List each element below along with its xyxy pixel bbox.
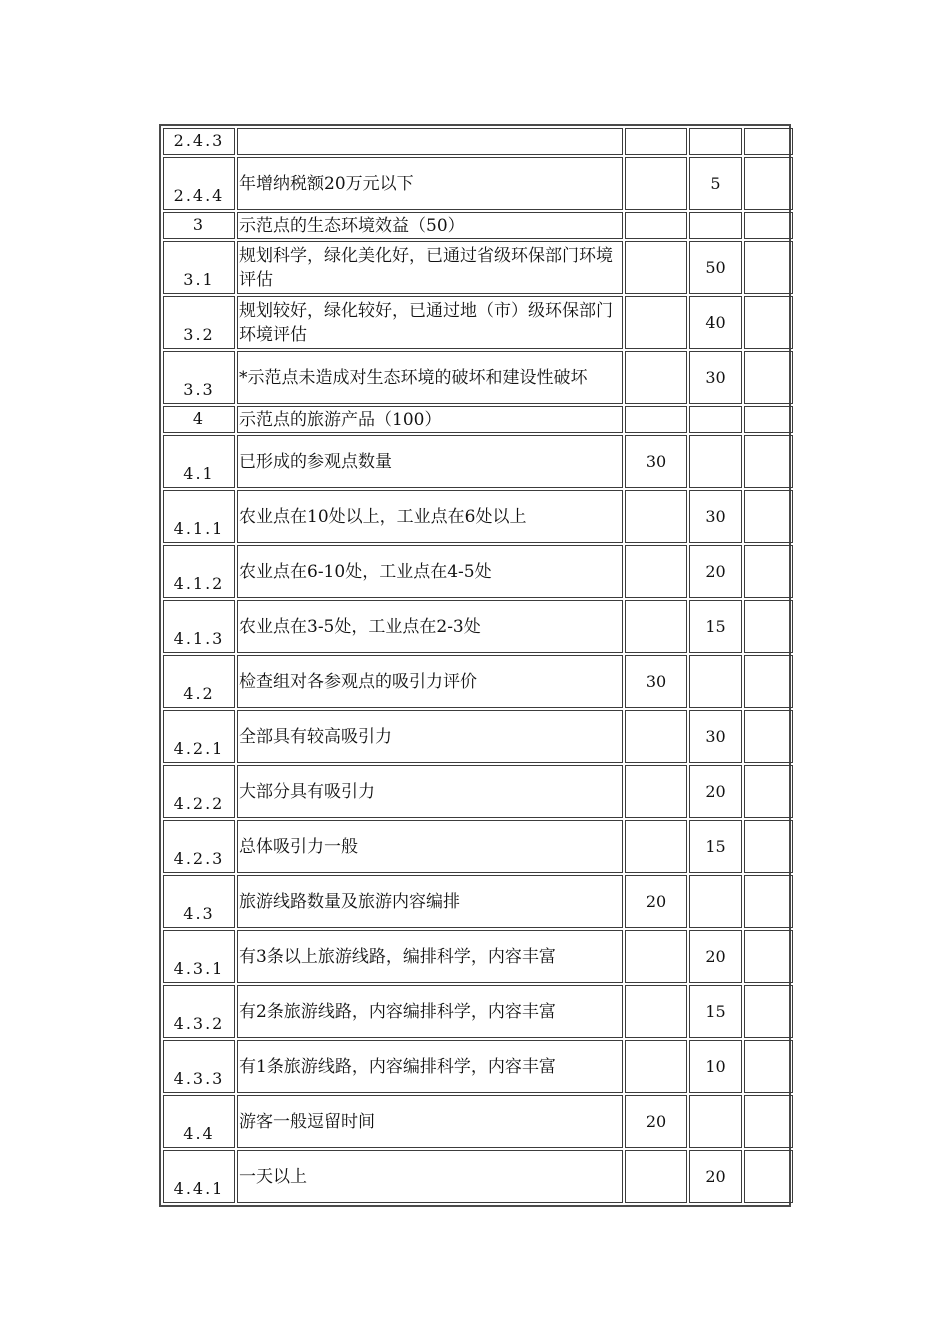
row-item: 总体吸引力一般 <box>237 820 623 873</box>
table-row <box>163 1095 793 1148</box>
table-row <box>163 128 793 155</box>
row-extra <box>744 765 793 818</box>
row-code: 4.2.2 <box>163 765 235 818</box>
scoring-table-frame <box>159 124 791 1207</box>
table-row <box>163 435 793 488</box>
row-weight <box>625 296 687 349</box>
row-code: 3.3 <box>163 351 235 404</box>
row-item: 年增纳税额20万元以下 <box>237 157 623 210</box>
row-item: 大部分具有吸引力 <box>237 765 623 818</box>
row-score <box>689 875 742 928</box>
row-item: *示范点未造成对生态环境的破坏和建设性破坏 <box>237 351 623 404</box>
row-score: 15 <box>689 600 742 653</box>
row-weight: 30 <box>625 435 687 488</box>
table-row <box>163 1040 793 1093</box>
row-score: 20 <box>689 1150 742 1203</box>
row-extra <box>744 406 793 433</box>
scoring-table <box>161 126 795 1205</box>
row-code: 4.1 <box>163 435 235 488</box>
row-weight <box>625 710 687 763</box>
row-code: 2.4.3 <box>163 128 235 155</box>
row-item: 规划科学，绿化美化好，已通过省级环保部门环境评估 <box>237 241 623 294</box>
row-score: 10 <box>689 1040 742 1093</box>
row-weight: 20 <box>625 875 687 928</box>
row-score <box>689 406 742 433</box>
row-extra <box>744 212 793 239</box>
row-extra <box>744 435 793 488</box>
table-row <box>163 241 793 294</box>
row-extra <box>744 655 793 708</box>
row-weight <box>625 128 687 155</box>
row-score <box>689 435 742 488</box>
row-code: 4.4 <box>163 1095 235 1148</box>
table-row <box>163 600 793 653</box>
row-weight <box>625 930 687 983</box>
table-row <box>163 157 793 210</box>
row-item: 农业点在10处以上，工业点在6处以上 <box>237 490 623 543</box>
row-code: 4.3.2 <box>163 985 235 1038</box>
row-extra <box>744 1040 793 1093</box>
row-weight <box>625 406 687 433</box>
row-score: 30 <box>689 351 742 404</box>
row-code: 4.1.2 <box>163 545 235 598</box>
row-weight <box>625 985 687 1038</box>
row-weight <box>625 1040 687 1093</box>
row-score: 30 <box>689 710 742 763</box>
row-item: 全部具有较高吸引力 <box>237 710 623 763</box>
row-score: 20 <box>689 765 742 818</box>
row-score <box>689 128 742 155</box>
row-item <box>237 128 623 155</box>
row-score: 15 <box>689 820 742 873</box>
row-item: 农业点在3-5处，工业点在2-3处 <box>237 600 623 653</box>
row-score: 15 <box>689 985 742 1038</box>
table-row <box>163 655 793 708</box>
table-row <box>163 985 793 1038</box>
row-extra <box>744 600 793 653</box>
scoring-table-body <box>163 128 793 1203</box>
row-item: 有3条以上旅游线路，编排科学，内容丰富 <box>237 930 623 983</box>
row-weight <box>625 351 687 404</box>
row-item: 已形成的参观点数量 <box>237 435 623 488</box>
row-item: 检查组对各参观点的吸引力评价 <box>237 655 623 708</box>
row-score: 50 <box>689 241 742 294</box>
row-weight <box>625 600 687 653</box>
row-extra <box>744 930 793 983</box>
row-code: 4.2.3 <box>163 820 235 873</box>
row-weight: 20 <box>625 1095 687 1148</box>
row-extra <box>744 241 793 294</box>
row-score: 20 <box>689 545 742 598</box>
table-row <box>163 351 793 404</box>
row-code: 4.4.1 <box>163 1150 235 1203</box>
row-code: 4.2 <box>163 655 235 708</box>
row-score: 5 <box>689 157 742 210</box>
row-weight <box>625 490 687 543</box>
row-item: 示范点的生态环境效益（50） <box>237 212 623 239</box>
row-extra <box>744 820 793 873</box>
table-row <box>163 875 793 928</box>
row-score <box>689 212 742 239</box>
row-weight <box>625 1150 687 1203</box>
row-weight <box>625 765 687 818</box>
row-code: 4.1.1 <box>163 490 235 543</box>
row-score: 30 <box>689 490 742 543</box>
table-row <box>163 1150 793 1203</box>
row-weight <box>625 212 687 239</box>
row-code: 4.3 <box>163 875 235 928</box>
table-row <box>163 820 793 873</box>
row-code: 3.2 <box>163 296 235 349</box>
row-extra <box>744 296 793 349</box>
table-row <box>163 406 793 433</box>
row-weight <box>625 820 687 873</box>
row-item: 示范点的旅游产品（100） <box>237 406 623 433</box>
row-item: 农业点在6-10处，工业点在4-5处 <box>237 545 623 598</box>
table-row <box>163 710 793 763</box>
row-extra <box>744 985 793 1038</box>
row-extra <box>744 875 793 928</box>
row-weight <box>625 545 687 598</box>
row-weight: 30 <box>625 655 687 708</box>
row-item: 有1条旅游线路，内容编排科学，内容丰富 <box>237 1040 623 1093</box>
row-score: 40 <box>689 296 742 349</box>
row-extra <box>744 128 793 155</box>
row-weight <box>625 241 687 294</box>
row-extra <box>744 545 793 598</box>
row-extra <box>744 710 793 763</box>
row-code: 4 <box>163 406 235 433</box>
row-code: 4.2.1 <box>163 710 235 763</box>
table-row <box>163 296 793 349</box>
row-extra <box>744 1095 793 1148</box>
row-item: 有2条旅游线路，内容编排科学，内容丰富 <box>237 985 623 1038</box>
table-row <box>163 490 793 543</box>
row-extra <box>744 157 793 210</box>
row-weight <box>625 157 687 210</box>
row-extra <box>744 490 793 543</box>
row-code: 4.1.3 <box>163 600 235 653</box>
row-code: 4.3.3 <box>163 1040 235 1093</box>
row-extra <box>744 351 793 404</box>
row-item: 一天以上 <box>237 1150 623 1203</box>
row-score: 20 <box>689 930 742 983</box>
row-extra <box>744 1150 793 1203</box>
table-row <box>163 765 793 818</box>
table-row <box>163 545 793 598</box>
table-row <box>163 212 793 239</box>
row-item: 游客一般逗留时间 <box>237 1095 623 1148</box>
row-item: 旅游线路数量及旅游内容编排 <box>237 875 623 928</box>
row-score <box>689 1095 742 1148</box>
row-code: 3 <box>163 212 235 239</box>
row-code: 2.4.4 <box>163 157 235 210</box>
row-code: 3.1 <box>163 241 235 294</box>
row-score <box>689 655 742 708</box>
table-row <box>163 930 793 983</box>
row-code: 4.3.1 <box>163 930 235 983</box>
row-item: 规划较好，绿化较好，已通过地（市）级环保部门环境评估 <box>237 296 623 349</box>
